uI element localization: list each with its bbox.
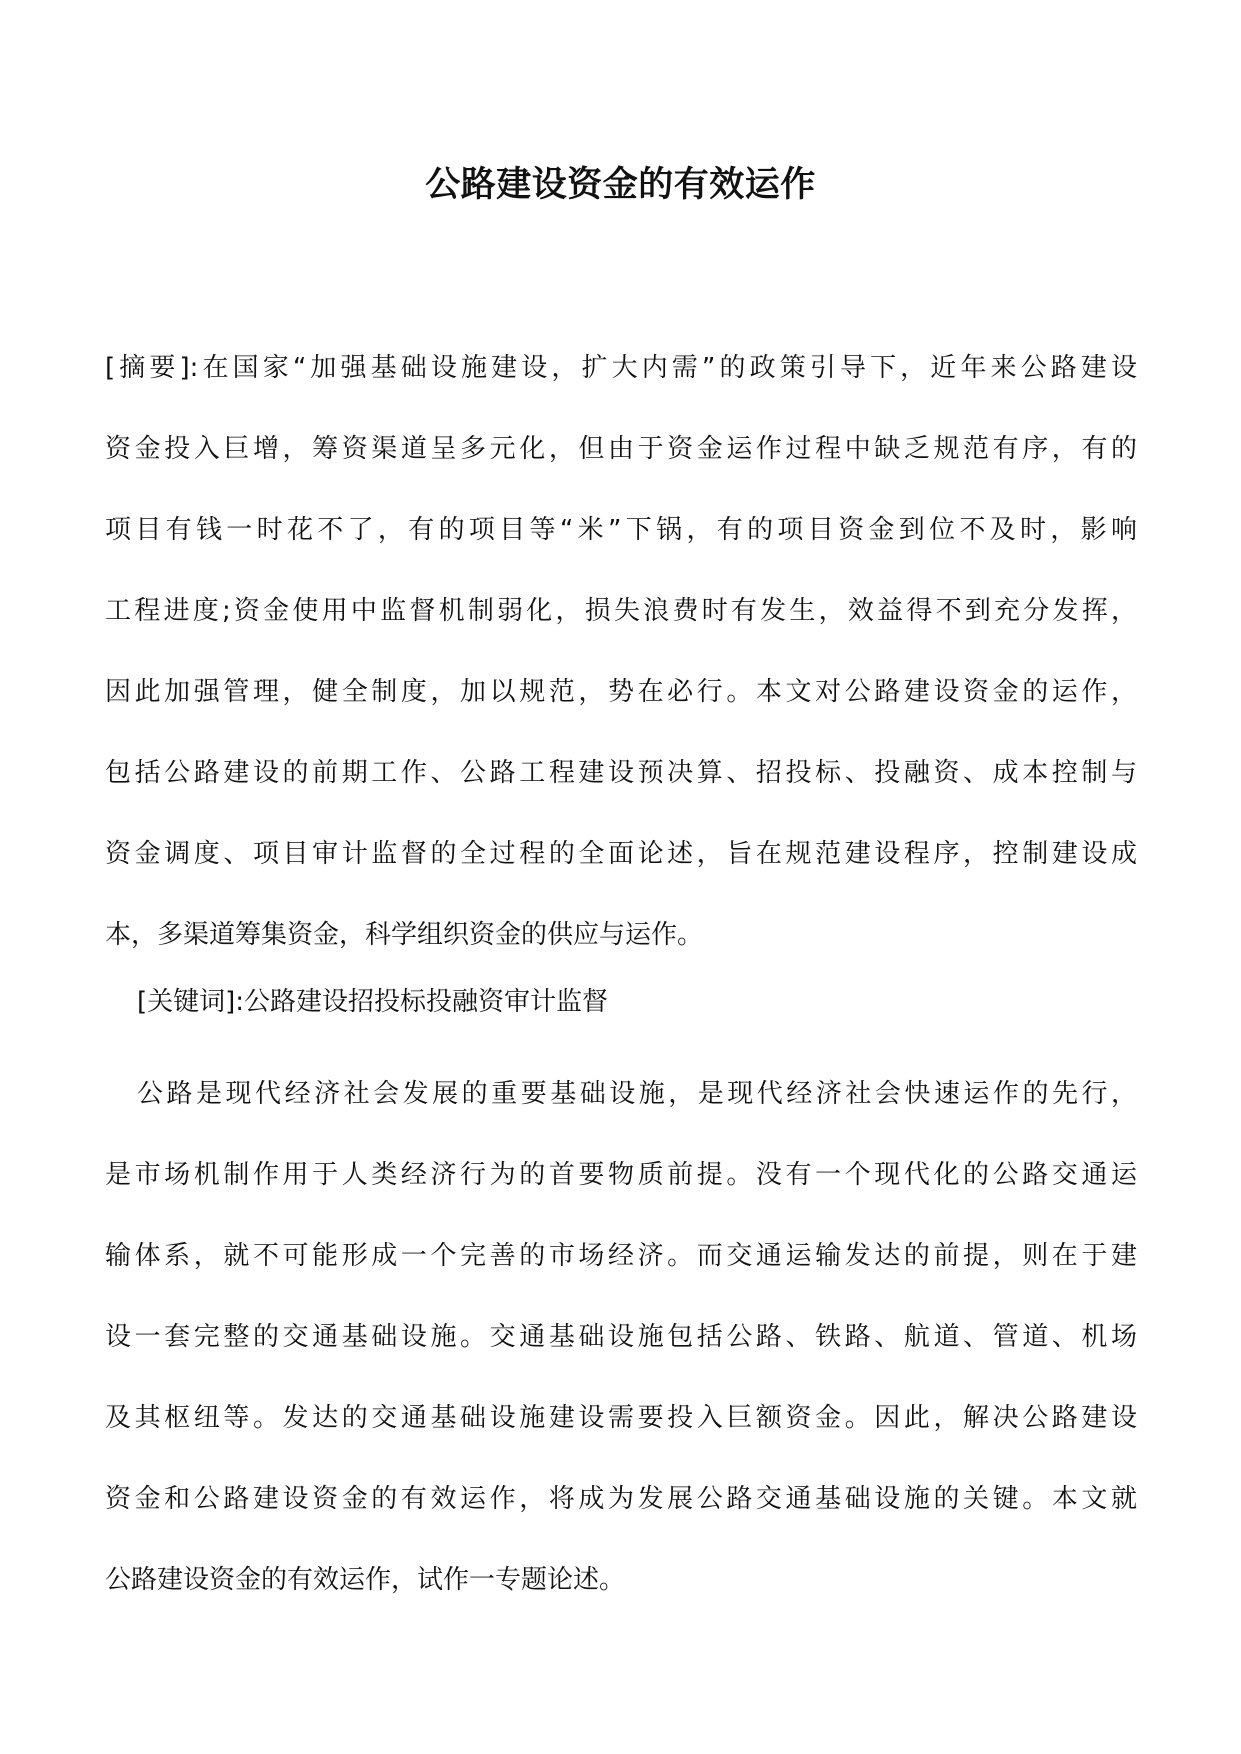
abstract-line: 本，多渠道筹集资金，科学组织资金的供应与运作。 [105, 920, 704, 950]
abstract-line: 包括公路建设的前期工作、公路工程建设预决算、招投标、投融资、成本控制与 [105, 758, 1137, 788]
abstract-paragraph [105, 328, 1137, 976]
keywords-line: [关键词]:公路建设招投标投融资审计监督 [137, 987, 609, 1017]
abstract-line: 因此加强管理，健全制度，加以规范，势在必行。本文对公路建设资金的运作， [105, 677, 1137, 707]
abstract-line: [摘要]:在国家“加强基础设施建设，扩大内需”的政策引导下，近年来公路建设 [105, 353, 1137, 383]
intro-paragraph [105, 1054, 1137, 1621]
abstract-line: 资金投入巨增，筹资渠道呈多元化，但由于资金运作过程中缺乏规范有序，有的 [105, 434, 1137, 464]
intro-line: 设一套完整的交通基础设施。交通基础设施包括公路、铁路、航道、管道、机场 [105, 1322, 1137, 1352]
intro-line: 公路是现代经济社会发展的重要基础设施，是现代经济社会快速运作的先行， [137, 1079, 1137, 1109]
intro-line: 是市场机制作用于人类经济行为的首要物质前提。没有一个现代化的公路交通运 [105, 1160, 1137, 1190]
intro-line: 输体系，就不可能形成一个完善的市场经济。而交通运输发达的前提，则在于建 [105, 1241, 1137, 1271]
abstract-line: 项目有钱一时花不了，有的项目等“米”下锅，有的项目资金到位不及时，影响 [105, 515, 1137, 545]
abstract-line: 工程进度;资金使用中监督机制弱化，损失浪费时有发生，效益得不到充分发挥， [105, 596, 1137, 626]
document-title: 公路建设资金的有效运作 [425, 165, 816, 205]
intro-line: 及其枢纽等。发达的交通基础设施建设需要投入巨额资金。因此，解决公路建设 [105, 1403, 1137, 1433]
intro-line: 资金和公路建设资金的有效运作，将成为发展公路交通基础设施的关键。本文就 [105, 1484, 1137, 1514]
intro-line: 公路建设资金的有效运作，试作一专题论述。 [105, 1565, 626, 1595]
abstract-line: 资金调度、项目审计监督的全过程的全面论述，旨在规范建设程序，控制建设成 [105, 839, 1137, 869]
